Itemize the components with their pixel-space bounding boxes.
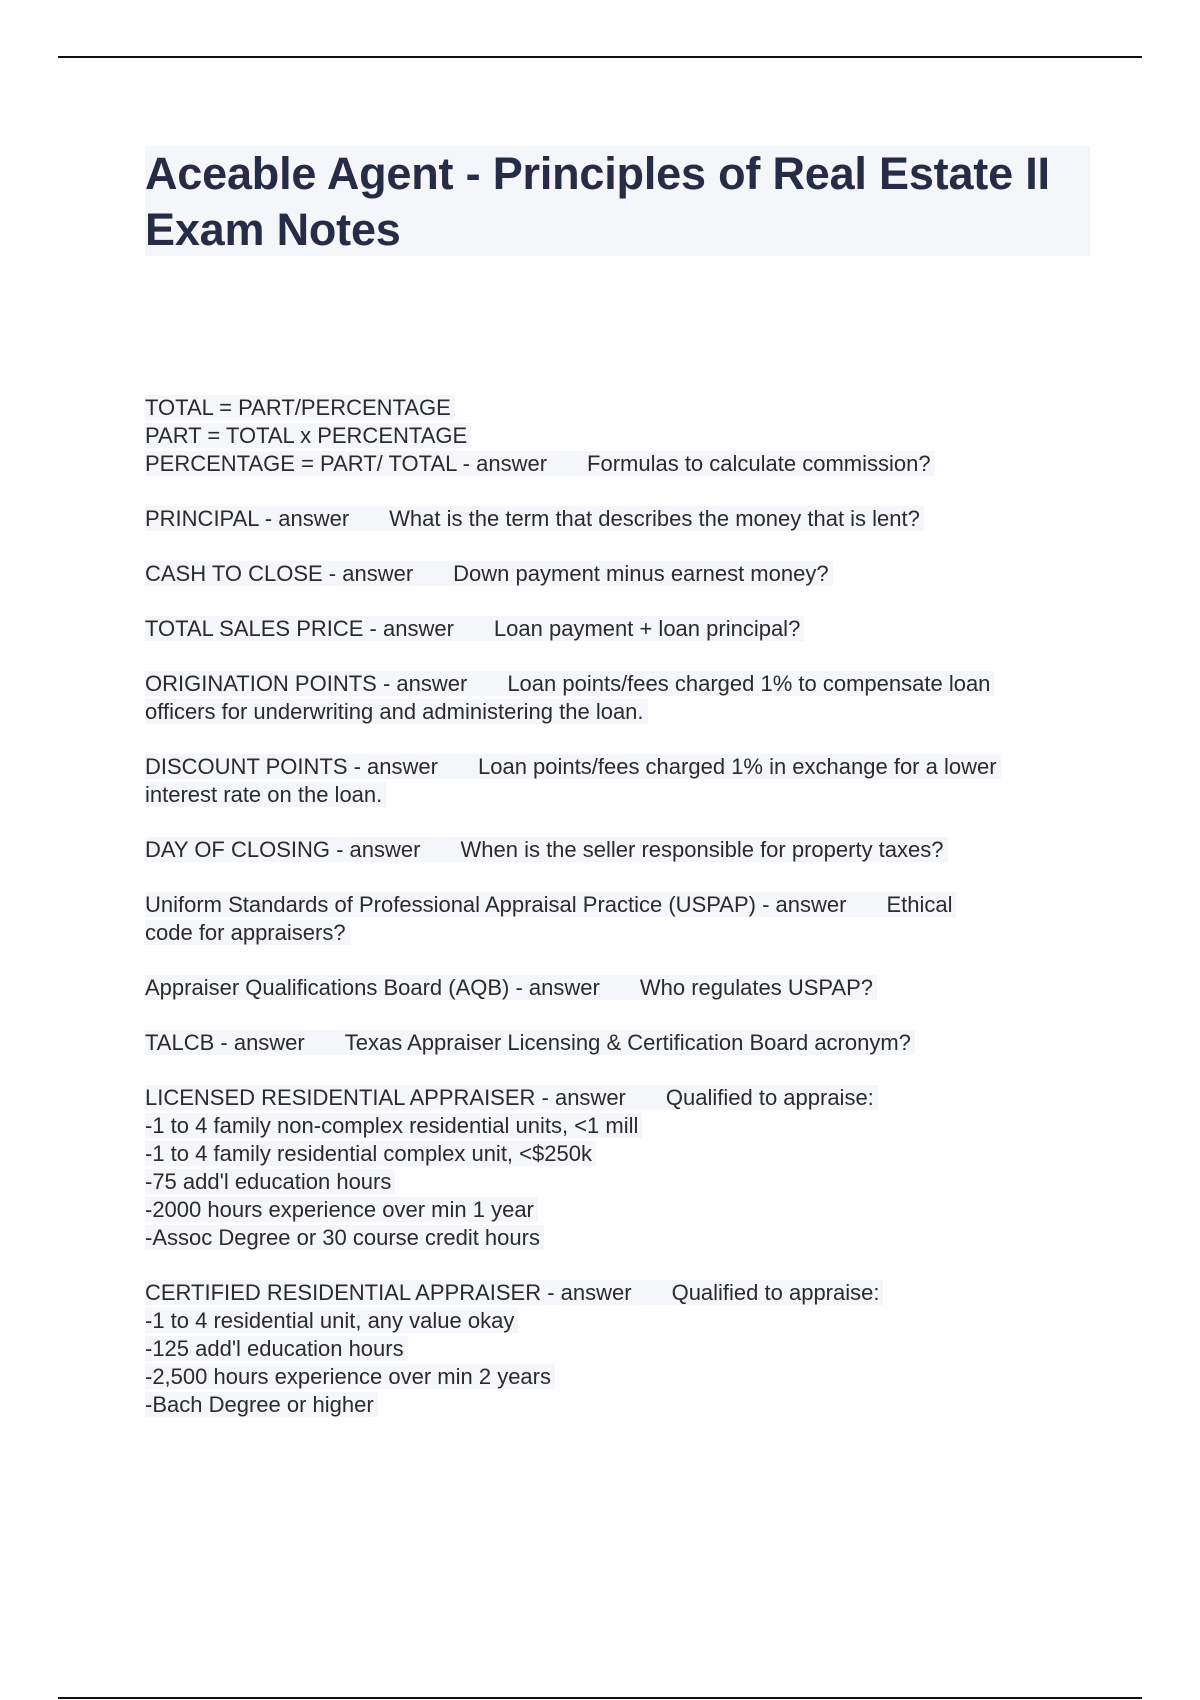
entry-total-sales-price (145, 615, 1090, 643)
definition-text: -75 add'l education hours (145, 1169, 395, 1194)
definition-text: code for appraisers? (145, 920, 350, 945)
definition-text: Qualified to appraise: (665, 1085, 874, 1110)
entry-commission-formulas (145, 394, 1090, 478)
term-text: DAY OF CLOSING - answer (145, 837, 421, 862)
term-line: TOTAL = PART/PERCENTAGE (145, 395, 455, 420)
entry-aqb (145, 974, 1090, 1002)
definition-text: -1 to 4 family residential complex unit, <$250k (145, 1141, 596, 1166)
term-text: PRINCIPAL - answer (145, 506, 350, 531)
definition-text: -2000 hours experience over min 1 year (145, 1197, 538, 1222)
definition-text: Qualified to appraise: (671, 1280, 880, 1305)
entry-origination-points (145, 670, 1090, 726)
definition-text: officers for underwriting and administering the loan. (145, 699, 648, 724)
term-text: TALCB - answer (145, 1030, 305, 1055)
definition-text: Formulas to calculate commission? (587, 451, 931, 476)
definition-text: Texas Appraiser Licensing & Certification Board acronym? (344, 1030, 911, 1055)
definition-text: -Bach Degree or higher (145, 1392, 378, 1417)
entry-cash-to-close (145, 560, 1090, 588)
bottom-rule (58, 1697, 1142, 1699)
definition-text: -Assoc Degree or 30 course credit hours (145, 1225, 544, 1250)
definition-text: Loan payment + loan principal? (493, 616, 801, 641)
definition-text: -2,500 hours experience over min 2 years (145, 1364, 555, 1389)
definition-text: -1 to 4 family non-complex residential units, <1 mill (145, 1113, 642, 1138)
term-text: ORIGINATION POINTS - answer (145, 671, 468, 696)
definition-text: -125 add'l education hours (145, 1336, 408, 1361)
entry-discount-points (145, 753, 1090, 809)
term-text: Uniform Standards of Professional Appraisal Practice (USPAP) - answer (145, 892, 847, 917)
definition-text: Down payment minus earnest money? (453, 561, 829, 586)
definition-text: What is the term that describes the money that is lent? (389, 506, 920, 531)
entry-licensed-residential-appraiser (145, 1084, 1090, 1252)
term-line: PART = TOTAL x PERCENTAGE (145, 423, 471, 448)
entry-talcb (145, 1029, 1090, 1057)
definition-text: interest rate on the loan. (145, 782, 386, 807)
entries-list (145, 394, 1090, 1446)
definition-text: -1 to 4 residential unit, any value okay (145, 1308, 518, 1333)
entry-principal (145, 505, 1090, 533)
definition-text: Ethical (886, 892, 953, 917)
definition-text: Who regulates USPAP? (639, 975, 874, 1000)
term-text: Appraiser Qualifications Board (AQB) - answer (145, 975, 600, 1000)
entry-certified-residential-appraiser (145, 1279, 1090, 1419)
definition-text: Loan points/fees charged 1% to compensate loan (507, 671, 991, 696)
definition-text: When is the seller responsible for property taxes? (460, 837, 944, 862)
term-text: CASH TO CLOSE - answer (145, 561, 414, 586)
term-text: LICENSED RESIDENTIAL APPRAISER - answer (145, 1085, 626, 1110)
entry-uspap (145, 891, 1090, 947)
entry-day-of-closing (145, 836, 1090, 864)
term-text: DISCOUNT POINTS - answer (145, 754, 438, 779)
top-rule (58, 56, 1142, 58)
term-text: TOTAL SALES PRICE - answer (145, 616, 454, 641)
term-line: PERCENTAGE = PART/ TOTAL - answer Formulas to calculate commission? (145, 451, 935, 476)
page-title: Aceable Agent - Principles of Real Estate II Exam Notes (145, 148, 1050, 255)
term-text: CERTIFIED RESIDENTIAL APPRAISER - answer (145, 1280, 632, 1305)
definition-text: Loan points/fees charged 1% in exchange for a lower (477, 754, 997, 779)
